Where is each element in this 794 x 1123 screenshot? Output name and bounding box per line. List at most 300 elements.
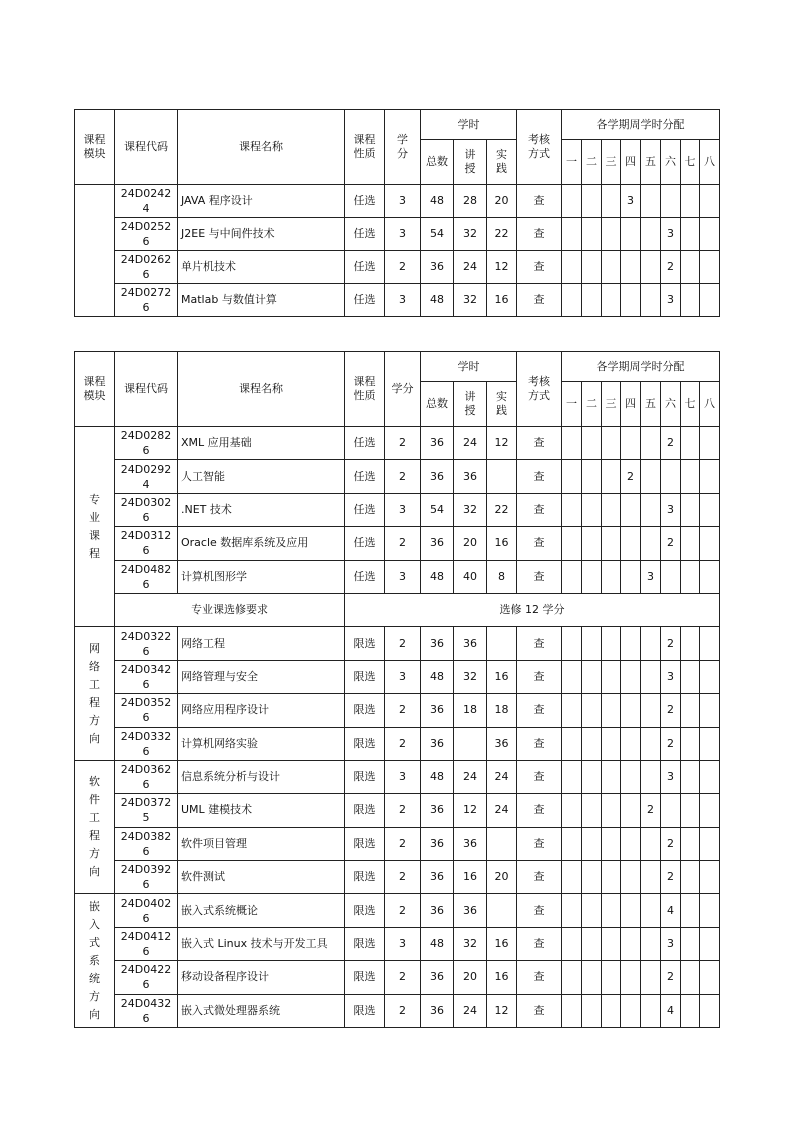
module-label: 网络工程方向 <box>89 641 100 745</box>
term-hours: 2 <box>641 794 661 827</box>
hours-practice: 12 <box>487 251 517 284</box>
term-hours <box>602 527 621 560</box>
hours-lecture: 18 <box>454 694 487 727</box>
exam-method: 查 <box>517 861 562 894</box>
term-hours <box>700 794 720 827</box>
module-cell <box>75 427 115 627</box>
term-hours <box>700 861 720 894</box>
term-hours <box>681 760 700 793</box>
term-hours <box>700 660 720 693</box>
course-table-2 <box>74 351 720 1028</box>
hours-total: 36 <box>421 460 454 493</box>
course-nature: 任选 <box>345 218 385 251</box>
term-hours: 2 <box>661 827 681 860</box>
hours-total: 54 <box>421 493 454 526</box>
table-row <box>75 894 720 927</box>
term-hours <box>562 760 582 793</box>
course-name: 网络管理与安全 <box>178 660 345 693</box>
course-nature: 任选 <box>345 427 385 460</box>
hours-lecture: 24 <box>454 994 487 1027</box>
hours-practice <box>487 460 517 493</box>
term-hours <box>681 894 700 927</box>
header-term: 四 <box>621 140 641 185</box>
hours-total: 48 <box>421 560 454 593</box>
header-term: 八 <box>700 382 720 427</box>
course-name: JAVA 程序设计 <box>178 185 345 218</box>
term-hours <box>602 284 621 317</box>
term-hours <box>602 694 621 727</box>
term-hours <box>602 794 621 827</box>
term-hours <box>621 627 641 660</box>
term-hours <box>602 994 621 1027</box>
term-hours <box>582 727 602 760</box>
term-hours <box>681 627 700 660</box>
term-hours <box>582 493 602 526</box>
term-hours <box>562 251 582 284</box>
hours-practice: 20 <box>487 861 517 894</box>
term-hours: 3 <box>661 660 681 693</box>
term-hours <box>621 927 641 960</box>
course-name: 嵌入式系统概论 <box>178 894 345 927</box>
header-exam: 考核 方式 <box>517 110 562 185</box>
course-code: 24D0312 6 <box>115 527 178 560</box>
course-credit: 2 <box>385 961 421 994</box>
term-hours <box>681 427 700 460</box>
term-hours <box>621 994 641 1027</box>
table-row <box>75 994 720 1027</box>
table-row <box>75 493 720 526</box>
course-code: 24D0282 6 <box>115 427 178 460</box>
term-hours <box>562 961 582 994</box>
exam-method: 查 <box>517 185 562 218</box>
hours-lecture <box>454 727 487 760</box>
table-row <box>75 560 720 593</box>
header-nature: 课程 性质 <box>345 352 385 427</box>
course-credit: 3 <box>385 185 421 218</box>
term-hours <box>681 527 700 560</box>
exam-method: 查 <box>517 627 562 660</box>
hours-lecture: 32 <box>454 284 487 317</box>
term-hours: 2 <box>661 861 681 894</box>
exam-method: 查 <box>517 894 562 927</box>
course-name: 计算机网络实验 <box>178 727 345 760</box>
term-hours <box>582 185 602 218</box>
term-hours <box>681 218 700 251</box>
exam-method: 查 <box>517 560 562 593</box>
term-hours <box>621 827 641 860</box>
term-hours <box>641 961 661 994</box>
exam-method: 查 <box>517 460 562 493</box>
course-name: 移动设备程序设计 <box>178 961 345 994</box>
term-hours <box>681 794 700 827</box>
hours-total: 48 <box>421 927 454 960</box>
term-hours: 3 <box>641 560 661 593</box>
exam-method: 查 <box>517 760 562 793</box>
term-hours <box>602 218 621 251</box>
term-hours <box>641 827 661 860</box>
course-code: 24D0352 6 <box>115 694 178 727</box>
term-hours <box>582 961 602 994</box>
hours-practice: 12 <box>487 427 517 460</box>
term-hours <box>582 218 602 251</box>
table-row <box>75 185 720 218</box>
term-hours <box>602 660 621 693</box>
term-hours <box>621 560 641 593</box>
table-row <box>75 694 720 727</box>
hours-lecture: 32 <box>454 660 487 693</box>
term-hours: 2 <box>661 694 681 727</box>
hours-lecture: 40 <box>454 560 487 593</box>
course-code: 24D0302 6 <box>115 493 178 526</box>
hours-lecture: 32 <box>454 927 487 960</box>
hours-lecture: 16 <box>454 861 487 894</box>
term-hours <box>681 660 700 693</box>
course-credit: 3 <box>385 493 421 526</box>
term-hours <box>681 284 700 317</box>
term-hours <box>700 927 720 960</box>
hours-practice: 16 <box>487 660 517 693</box>
header-module: 课程 模块 <box>75 110 115 185</box>
module-cell <box>75 185 115 317</box>
module-label: 专业课程 <box>89 492 100 560</box>
table-row <box>75 527 720 560</box>
table-row <box>75 827 720 860</box>
hours-lecture: 12 <box>454 794 487 827</box>
table-row <box>75 861 720 894</box>
table-row <box>75 284 720 317</box>
course-nature: 限选 <box>345 994 385 1027</box>
hours-total: 36 <box>421 427 454 460</box>
term-hours <box>621 284 641 317</box>
course-nature: 限选 <box>345 861 385 894</box>
term-hours <box>700 460 720 493</box>
course-code: 24D0322 6 <box>115 627 178 660</box>
course-nature: 限选 <box>345 927 385 960</box>
header-term: 二 <box>582 382 602 427</box>
term-hours <box>661 460 681 493</box>
term-hours <box>641 694 661 727</box>
term-hours <box>582 827 602 860</box>
exam-method: 查 <box>517 493 562 526</box>
table-row <box>75 460 720 493</box>
course-credit: 3 <box>385 760 421 793</box>
table-row <box>75 251 720 284</box>
term-hours <box>661 560 681 593</box>
term-hours <box>621 427 641 460</box>
term-hours <box>681 994 700 1027</box>
course-code: 24D0382 6 <box>115 827 178 860</box>
term-hours <box>602 827 621 860</box>
course-nature: 任选 <box>345 493 385 526</box>
course-nature: 任选 <box>345 560 385 593</box>
term-hours <box>641 660 661 693</box>
term-hours <box>681 560 700 593</box>
hours-practice: 16 <box>487 927 517 960</box>
course-code: 24D0242 4 <box>115 185 178 218</box>
exam-method: 查 <box>517 994 562 1027</box>
hours-lecture: 24 <box>454 251 487 284</box>
term-hours <box>621 493 641 526</box>
term-hours <box>621 760 641 793</box>
hours-lecture: 24 <box>454 427 487 460</box>
term-hours <box>681 185 700 218</box>
course-nature: 限选 <box>345 894 385 927</box>
term-hours <box>641 185 661 218</box>
course-name: 软件测试 <box>178 861 345 894</box>
table-row <box>75 760 720 793</box>
hours-practice: 36 <box>487 727 517 760</box>
hours-practice: 8 <box>487 560 517 593</box>
course-code: 24D0412 6 <box>115 927 178 960</box>
table-row <box>75 627 720 660</box>
term-hours <box>562 627 582 660</box>
table-row <box>75 218 720 251</box>
table-row <box>75 961 720 994</box>
hours-lecture: 36 <box>454 460 487 493</box>
term-hours <box>700 694 720 727</box>
header-term: 一 <box>562 382 582 427</box>
term-hours <box>700 560 720 593</box>
hours-lecture: 28 <box>454 185 487 218</box>
course-credit: 2 <box>385 861 421 894</box>
hours-practice: 18 <box>487 694 517 727</box>
term-hours <box>700 727 720 760</box>
term-hours <box>582 927 602 960</box>
header-nature: 课程 性质 <box>345 110 385 185</box>
course-name: 计算机图形学 <box>178 560 345 593</box>
term-hours <box>582 760 602 793</box>
course-code: 24D0332 6 <box>115 727 178 760</box>
term-hours <box>582 660 602 693</box>
term-hours <box>582 460 602 493</box>
course-nature: 限选 <box>345 760 385 793</box>
header-hours: 学时 <box>421 110 517 140</box>
term-hours <box>700 185 720 218</box>
term-hours <box>582 527 602 560</box>
course-code: 24D0252 6 <box>115 218 178 251</box>
term-hours <box>582 560 602 593</box>
term-hours <box>582 861 602 894</box>
course-name: 嵌入式 Linux 技术与开发工具 <box>178 927 345 960</box>
term-hours <box>641 527 661 560</box>
header-hours-lecture: 讲 授 <box>454 140 487 185</box>
term-hours <box>641 894 661 927</box>
header-semester: 各学期周学时分配 <box>562 352 720 382</box>
course-code: 24D0362 6 <box>115 760 178 793</box>
term-hours <box>700 627 720 660</box>
course-nature: 任选 <box>345 185 385 218</box>
table-row <box>75 927 720 960</box>
term-hours <box>621 251 641 284</box>
term-hours: 3 <box>661 760 681 793</box>
course-nature: 任选 <box>345 527 385 560</box>
term-hours <box>562 694 582 727</box>
term-hours <box>621 894 641 927</box>
exam-method: 查 <box>517 427 562 460</box>
term-hours <box>641 727 661 760</box>
course-code: 24D0392 6 <box>115 861 178 894</box>
course-credit: 3 <box>385 284 421 317</box>
hours-lecture: 24 <box>454 760 487 793</box>
term-hours: 2 <box>661 527 681 560</box>
header-term: 六 <box>661 382 681 427</box>
exam-method: 查 <box>517 827 562 860</box>
hours-practice: 20 <box>487 185 517 218</box>
hours-lecture: 36 <box>454 627 487 660</box>
header-term: 七 <box>681 382 700 427</box>
hours-lecture: 32 <box>454 218 487 251</box>
course-name: XML 应用基础 <box>178 427 345 460</box>
requirement-value: 选修 12 学分 <box>345 593 720 626</box>
course-nature: 限选 <box>345 694 385 727</box>
course-credit: 2 <box>385 994 421 1027</box>
term-hours <box>621 794 641 827</box>
term-hours <box>641 218 661 251</box>
term-hours <box>641 627 661 660</box>
course-code: 24D0432 6 <box>115 994 178 1027</box>
course-name: Oracle 数据库系统及应用 <box>178 527 345 560</box>
course-credit: 2 <box>385 894 421 927</box>
term-hours <box>602 251 621 284</box>
header-term: 三 <box>602 140 621 185</box>
header-term: 五 <box>641 140 661 185</box>
hours-practice <box>487 894 517 927</box>
hours-practice <box>487 627 517 660</box>
course-name: 软件项目管理 <box>178 827 345 860</box>
course-credit: 3 <box>385 927 421 960</box>
module-cell <box>75 627 115 761</box>
term-hours <box>621 727 641 760</box>
course-code: 24D0372 5 <box>115 794 178 827</box>
term-hours <box>602 460 621 493</box>
term-hours <box>681 961 700 994</box>
exam-method: 查 <box>517 727 562 760</box>
term-hours <box>562 560 582 593</box>
table-row <box>75 727 720 760</box>
term-hours <box>700 760 720 793</box>
term-hours <box>602 961 621 994</box>
term-hours <box>602 427 621 460</box>
term-hours <box>700 827 720 860</box>
course-credit: 2 <box>385 794 421 827</box>
exam-method: 查 <box>517 284 562 317</box>
term-hours: 2 <box>661 627 681 660</box>
header-term: 四 <box>621 382 641 427</box>
header-term: 八 <box>700 140 720 185</box>
term-hours <box>641 460 661 493</box>
table-row <box>75 427 720 460</box>
hours-total: 48 <box>421 185 454 218</box>
hours-practice: 22 <box>487 493 517 526</box>
hours-lecture: 32 <box>454 493 487 526</box>
term-hours <box>700 894 720 927</box>
course-nature: 任选 <box>345 251 385 284</box>
course-credit: 2 <box>385 827 421 860</box>
term-hours <box>641 284 661 317</box>
term-hours <box>641 760 661 793</box>
term-hours <box>602 760 621 793</box>
term-hours <box>602 894 621 927</box>
course-credit: 3 <box>385 560 421 593</box>
module-cell <box>75 760 115 894</box>
term-hours <box>582 284 602 317</box>
term-hours <box>681 861 700 894</box>
course-code: 24D0262 6 <box>115 251 178 284</box>
term-hours: 3 <box>661 493 681 526</box>
course-nature: 任选 <box>345 284 385 317</box>
term-hours <box>700 284 720 317</box>
requirement-label: 专业课选修要求 <box>115 593 345 626</box>
term-hours <box>582 627 602 660</box>
term-hours <box>582 794 602 827</box>
term-hours <box>681 460 700 493</box>
term-hours: 3 <box>661 218 681 251</box>
term-hours <box>562 427 582 460</box>
term-hours <box>562 527 582 560</box>
header-semester: 各学期周学时分配 <box>562 110 720 140</box>
term-hours <box>582 894 602 927</box>
header-term: 七 <box>681 140 700 185</box>
hours-practice: 24 <box>487 794 517 827</box>
header-credit: 学分 <box>385 352 421 427</box>
course-name: 人工智能 <box>178 460 345 493</box>
hours-practice: 12 <box>487 994 517 1027</box>
course-code: 24D0272 6 <box>115 284 178 317</box>
course-code: 24D0292 4 <box>115 460 178 493</box>
course-credit: 2 <box>385 527 421 560</box>
term-hours <box>582 251 602 284</box>
term-hours <box>562 185 582 218</box>
term-hours <box>602 185 621 218</box>
header-term: 六 <box>661 140 681 185</box>
term-hours <box>562 927 582 960</box>
header-hours-total: 总数 <box>421 140 454 185</box>
term-hours <box>700 493 720 526</box>
term-hours: 3 <box>661 927 681 960</box>
hours-total: 36 <box>421 627 454 660</box>
course-credit: 2 <box>385 627 421 660</box>
term-hours <box>582 994 602 1027</box>
term-hours <box>641 251 661 284</box>
term-hours <box>641 861 661 894</box>
hours-lecture: 20 <box>454 527 487 560</box>
term-hours <box>621 660 641 693</box>
hours-total: 36 <box>421 694 454 727</box>
hours-total: 36 <box>421 827 454 860</box>
header-hours-practice: 实 践 <box>487 382 517 427</box>
course-nature: 限选 <box>345 961 385 994</box>
exam-method: 查 <box>517 660 562 693</box>
term-hours <box>681 493 700 526</box>
term-hours <box>641 427 661 460</box>
term-hours <box>582 694 602 727</box>
table-row <box>75 660 720 693</box>
course-code: 24D0342 6 <box>115 660 178 693</box>
header-term: 三 <box>602 382 621 427</box>
header-code: 课程代码 <box>115 352 178 427</box>
course-name: 单片机技术 <box>178 251 345 284</box>
term-hours <box>700 427 720 460</box>
course-nature: 限选 <box>345 627 385 660</box>
term-hours: 2 <box>661 727 681 760</box>
exam-method: 查 <box>517 794 562 827</box>
hours-total: 48 <box>421 284 454 317</box>
term-hours <box>681 927 700 960</box>
exam-method: 查 <box>517 694 562 727</box>
hours-total: 36 <box>421 961 454 994</box>
term-hours: 2 <box>661 961 681 994</box>
requirement-row <box>75 593 720 626</box>
